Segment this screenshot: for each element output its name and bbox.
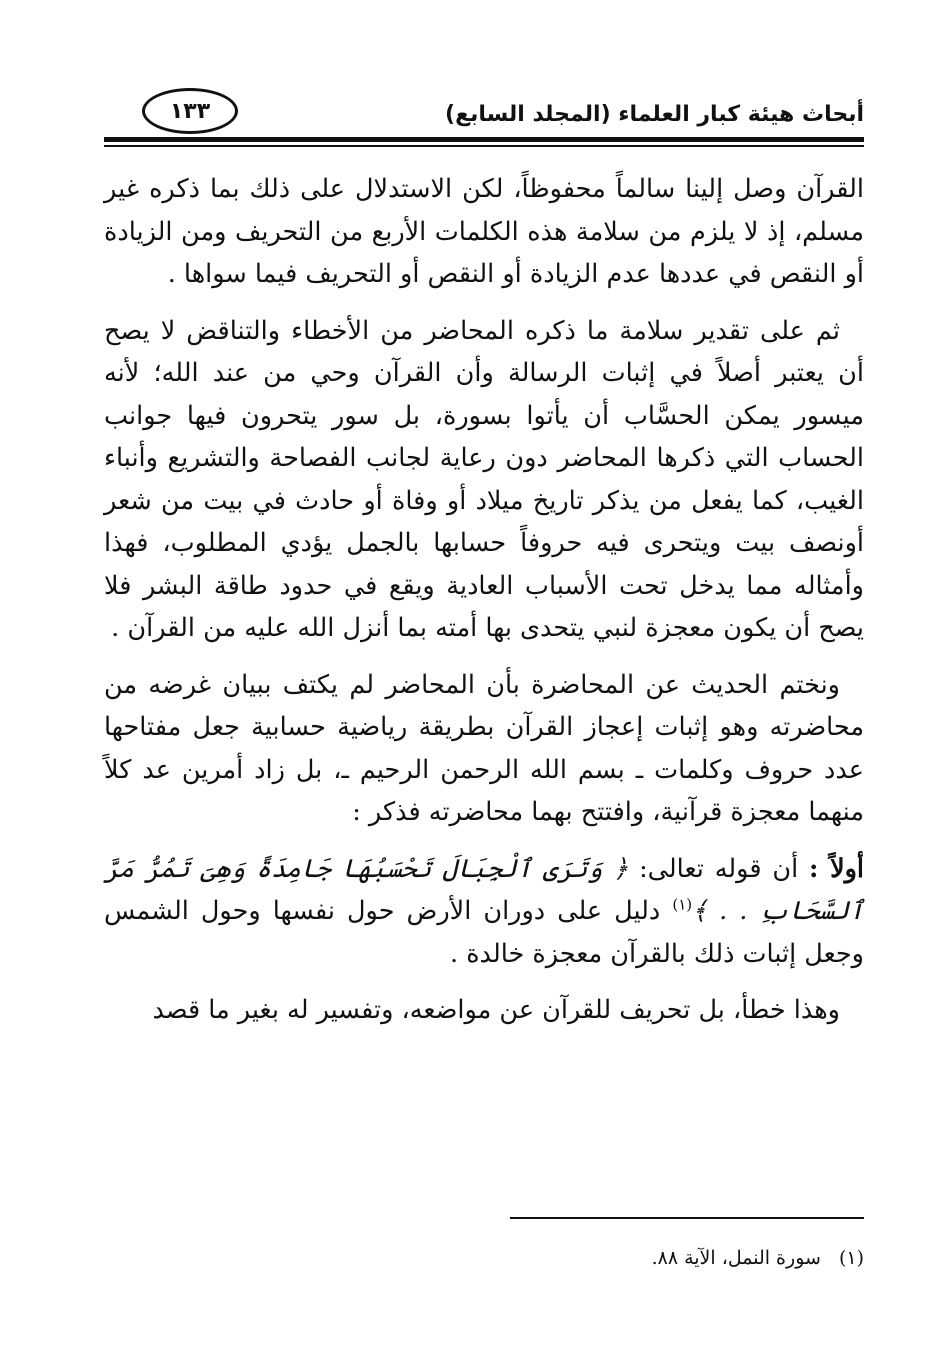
paragraph-5: وهذا خطأ، بل تحريف للقرآن عن مواضعه، وتفسير له بغير ما قصد	[152, 995, 840, 1025]
paragraph-4	[104, 848, 864, 976]
page-number: ١٣٣	[142, 88, 238, 134]
footnote-separator	[510, 1217, 864, 1219]
paragraph-4-intro: أن قوله تعالى:	[628, 853, 810, 884]
paragraph-4-rest: دليل على دوران الأرض حول نفسها وحول الشمس وجعل إثبات ذلك بالقرآن معجزة خالدة .	[104, 896, 864, 969]
header-rule-thin	[104, 145, 864, 147]
paragraph-3: ونختم الحديث عن المحاضرة بأن المحاضر لم يكتف ببيان غرضه من محاضرته وهو إثبات إعجاز القرآن بطريقة رياضية حسابية جعل مفتاحها عدد حروف وكلمات ـ بسم الله الرحمن الرحيم ـ، بل زاد أمرين عد كلاً منهما معجزة قرآنية، وافتتح بهما محاضرته فذكر :	[104, 669, 864, 827]
footnote-reference[interactable]: (١)	[672, 895, 693, 914]
footnote-1	[652, 1247, 864, 1269]
footnote-text: سورة النمل، الآية ٨٨.	[651, 1247, 821, 1269]
body-text	[104, 168, 864, 1046]
paragraph-4-lead: أولاً :	[809, 853, 865, 884]
paragraph-1: القرآن وصل إلينا سالماً محفوظاً، لكن الاستدلال على ذلك بما ذكره غير مسلم، إذ لا يلزم من سلامة هذه الكلمات الأربع من التحريف ومن الزيادة أو النقص في عددها عدم الزيادة أو النقص أو التحريف فيما سواها .	[104, 174, 864, 289]
page-header	[104, 88, 864, 142]
quran-verse: ﴿ وَتَرَى ٱلْجِبَالَ تَحْسَبُهَا جَامِدَةً وَهِىَ تَمُرُّ مَرَّ ٱلسَّحَابِ . . ﴾	[104, 853, 865, 926]
footnote-number: (١)	[838, 1247, 864, 1269]
running-title: أبحاث هيئة كبار العلماء (المجلد السابع)	[445, 102, 864, 127]
header-rule-thick	[104, 137, 864, 142]
paragraph-2: ثم على تقدير سلامة ما ذكره المحاضر من الأخطاء والتناقض لا يصح أن يعتبر أصلاً في إثبات الرسالة وأن القرآن وحي من عند الله؛ لأنه ميسور يمكن الحسَّاب أن يأتوا بسورة، بل سور يتحرون فيها جوانب الحساب التي ذكرها المحاضر دون رعاية لجانب الفصاحة والتشريع وأنباء الغيب، كما يفعل من يذكر تاريخ ميلاد أو وفاة أو حادث في بيت من شعر أونصف بيت ويتحرى فيه حروفاً حسابها بالجمل يؤدي المطلوب، فهذا وأمثاله مما يدخل تحت الأسباب العادية ويقع في حدود طاقة البشر فلا يصح أن يكون معجزة لنبي يتحدى بها أمته بما أنزل الله عليه من القرآن .	[104, 315, 864, 643]
